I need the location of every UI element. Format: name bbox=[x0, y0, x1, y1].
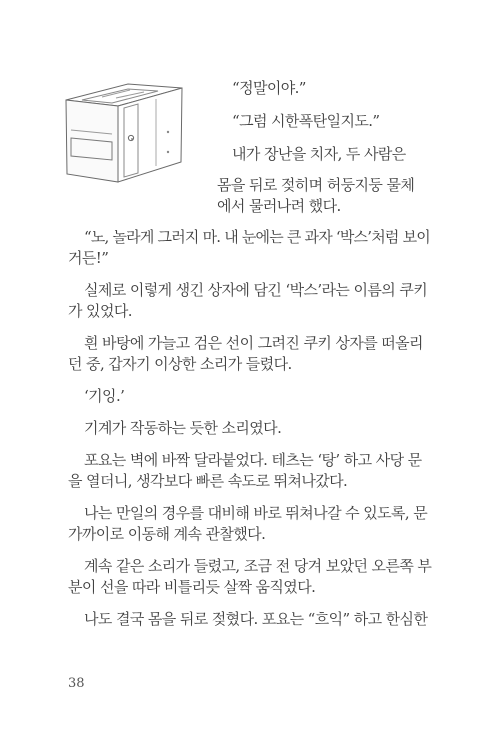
page-number: 38 bbox=[68, 676, 85, 691]
text-line: 을 열더니, 생각보다 빠른 속도로 뛰쳐나갔다. bbox=[68, 472, 348, 490]
text-line: 분이 선을 따라 비틀리듯 살짝 움직였다. bbox=[68, 578, 316, 596]
text-line: 실제로 이렇게 생긴 상자에 담긴 ‘박스’라는 이름의 쿠키 bbox=[84, 281, 428, 299]
text-line: 몸을 뒤로 젖히며 허둥지둥 물체 bbox=[217, 176, 415, 194]
text-line: “노, 놀라게 그러지 마. 내 눈에는 큰 과자 ‘박스’처럼 보이 bbox=[84, 228, 430, 246]
text-line: 가까이로 이동해 계속 관찰했다. bbox=[68, 525, 266, 543]
text-line: 던 중, 갑자기 이상한 소리가 들렸다. bbox=[68, 355, 292, 373]
text-line: 나는 만일의 경우를 대비해 바로 뛰쳐나갈 수 있도록, 문 bbox=[84, 504, 428, 522]
text-line: 내가 장난을 치자, 두 사람은 bbox=[232, 145, 406, 163]
text-line: 계속 같은 소리가 들렸고, 조금 전 당겨 보았던 오른쪽 부 bbox=[84, 557, 432, 575]
text-line: 나도 결국 몸을 뒤로 젖혔다. 포요는 “흐익” 하고 한심한 bbox=[84, 610, 428, 628]
text-line: “그럼 시한폭탄일지도.” bbox=[232, 112, 380, 130]
text-line: ‘기잉.’ bbox=[84, 387, 125, 405]
text-line: 에서 물러나려 했다. bbox=[217, 197, 341, 215]
text-line: 가 있었다. bbox=[68, 302, 132, 320]
box-illustration bbox=[58, 78, 208, 188]
text-line: “정말이야.” bbox=[232, 79, 306, 97]
text-line: 포요는 벽에 바짝 달라붙었다. 테츠는 ‘탕’ 하고 사당 문 bbox=[84, 451, 422, 469]
text-line: 흰 바탕에 가늘고 검은 선이 그려진 쿠키 상자를 떠올리 bbox=[84, 334, 423, 352]
text-line: 기계가 작동하는 듯한 소리였다. bbox=[84, 419, 282, 437]
text-line: 거든!” bbox=[68, 249, 109, 267]
